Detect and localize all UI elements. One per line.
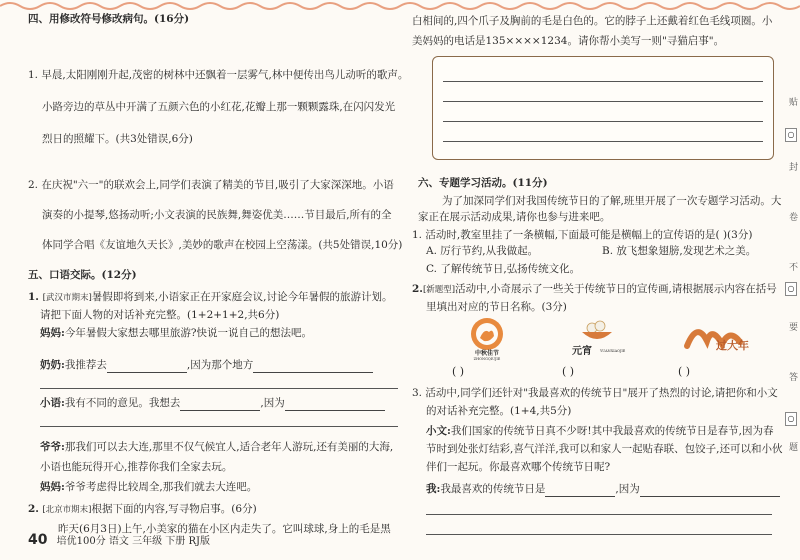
worksheet-page — [10, 12, 782, 540]
grandma-dialogue: 奶奶:我推荐去 ,因为那个地方 — [40, 358, 373, 373]
story-line-2: 美妈妈的电话是135××××1234。请你帮小美写一则"寻猫启事"。 — [412, 35, 725, 47]
lantern-label: 元宵 — [572, 346, 592, 357]
activity3-prompt-line-1: 3. 活动中,同学们还针对"我最喜欢的传统节日"展开了热烈的讨论,请把你和小文 — [412, 387, 778, 399]
festival-reason-blank[interactable] — [640, 485, 780, 497]
intro-line-1: 为了加深同学们对我国传统节日的了解,班里开展了一次专题学习活动。大 — [442, 195, 782, 207]
activity1-question: 1. 活动时,教室里挂了一条横幅,下面最可能是横幅上的宣传语的是( )(3分) — [412, 229, 753, 241]
intro-line-2: 家正在展示活动成果,请你也参与进来吧。 — [418, 211, 611, 223]
binding-margin — [780, 0, 800, 560]
part1-prompt-line-2: 请把下面人物的对话补充完整。(1+2+1+2,共6分) — [40, 309, 280, 321]
page-footer — [28, 532, 210, 548]
margin-hole-3: ○ — [785, 412, 797, 426]
mom-dialogue: 妈妈:今年暑假大家想去哪里旅游?快说一说自己的想法吧。 — [40, 327, 313, 339]
q2-line-3: 体同学合唱《友谊地久天长》,美妙的歌声在校园上空荡漾。(共5处错误,10分) — [42, 239, 403, 251]
page-number: 40 — [28, 532, 48, 548]
xiaowen-dialogue-2: 节时到处张灯结彩,喜气洋洋,我可以和家人一起贴春联、包饺子,还可以和小伙 — [426, 443, 783, 455]
grandpa-dialogue-line-2: 小语也能玩得开心,推荐你我们全家去玩。 — [40, 461, 233, 473]
my-dialogue: 我:我最喜欢的传统节日是 ,因为 — [426, 482, 780, 497]
dumpling-bowl-icon — [572, 316, 622, 346]
activity1-option-b[interactable]: B. 放飞想象翅膀,发现艺术之美。 — [602, 245, 757, 257]
section-6-title: 六、专题学习活动。(11分) — [418, 177, 548, 189]
margin-char-5: 要 — [788, 323, 798, 333]
section-5-title: 五、口语交际。(12分) — [28, 269, 137, 281]
q1-line-2: 小路旁边的草丛中开满了五颜六色的小红花,花瓣上那一颗颗露珠,在闪闪发光 — [42, 101, 396, 113]
dad-dialogue: 妈妈:爷爷考虑得比较周全,那我们就去大连吧。 — [40, 481, 258, 493]
part2-prompt: 2. [北京市期末]根据下面的内容,写寻物启事。(6分) — [28, 503, 257, 515]
section-4-title: 四、用修改符号修改病句。(16分) — [28, 13, 190, 25]
margin-char-6: 答 — [788, 373, 798, 383]
activity2-prompt-line-1: 2.[新题型]活动中,小奇展示了一些关于传统节日的宣传画,请根据展示内容在括号 — [412, 283, 777, 295]
part2-source-tag: [北京市期末] — [42, 505, 92, 515]
story-line-1: 白相间的,四个爪子及胸前的毛是白色的。它的脖子上还戴着红色毛线项圈。小 — [412, 15, 773, 27]
xiaoyu-dialogue: 小语:我有不同的意见。我想去 ,因为 — [40, 396, 385, 411]
decorative-wave-border — [0, 0, 800, 12]
margin-char-7: 题 — [788, 443, 798, 453]
answer-paren-1[interactable]: ( ) — [452, 365, 465, 378]
xiaoyu-place-blank[interactable] — [180, 399, 260, 411]
q2-line-1: 2. 在庆祝"六一"的联欢会上,同学们表演了精美的节目,吸引了大家深深地。小语 — [28, 179, 394, 191]
xiaoyu-answer-line[interactable] — [40, 426, 398, 427]
grandma-reason-blank[interactable] — [253, 361, 373, 373]
answer-paren-2[interactable]: ( ) — [562, 365, 575, 378]
margin-char-2: 封 — [788, 163, 798, 173]
new-year-label: 过大年 — [716, 339, 749, 352]
margin-char-4: 不 — [788, 263, 798, 273]
q1-line-3: 烈日的照耀下。(共3处错误,6分) — [42, 133, 193, 145]
grandma-place-blank[interactable] — [107, 361, 187, 373]
xiaoyu-reason-blank[interactable] — [285, 399, 385, 411]
part2-story: 昨天(6月3日)上午,小美家的猫在小区内走失了。它叫球球,身上的毛是黑 — [58, 523, 391, 535]
lantern-festival-poster: 元宵 YUANXIAOJIE — [572, 316, 622, 362]
part1-prompt-line-1: 1. [武汉市期末]暑假即将到来,小语家正在开家庭会议,讨论今年暑假的旅游计划。 — [28, 291, 393, 303]
margin-char-1: 贴 — [788, 98, 798, 108]
grandpa-dialogue-line-1: 爷爷:那我们可以去大连,那里不仅气候宜人,适合老年人游玩,还有美丽的大海, — [40, 441, 394, 453]
book-info: 培优100分 语文 三年级 下册 RJ版 — [56, 536, 211, 547]
q2-line-2: 演奏的小提琴,悠扬动听;小文表演的民族舞,舞姿优美……节目最后,所有的全 — [42, 209, 392, 221]
favorite-festival-blank[interactable] — [545, 485, 615, 497]
activity1-option-c[interactable]: C. 了解传统节日,弘扬传统文化。 — [426, 263, 581, 275]
grandma-answer-line[interactable] — [40, 388, 398, 389]
q1-line-1: 1. 早晨,太阳刚刚升起,茂密的树林中还飘着一层雾气,林中便传出鸟儿动听的歌声。 — [28, 69, 409, 81]
new-question-tag: [新题型] — [422, 285, 456, 295]
answer-line-2[interactable] — [426, 534, 772, 535]
activity3-prompt-line-2: 的对话补充完整。(1+4,共5分) — [426, 405, 572, 417]
margin-char-3: 卷 — [788, 213, 798, 223]
part1-source-tag: [武汉市期末] — [42, 293, 92, 303]
answer-paren-3[interactable]: ( ) — [678, 365, 691, 378]
margin-hole-1: ○ — [785, 128, 797, 142]
notice-writing-box[interactable] — [432, 56, 774, 160]
answer-line-1[interactable] — [426, 514, 772, 515]
margin-hole-2: ○ — [785, 282, 797, 296]
mid-autumn-poster: 中秋佳节 ZHONGQIUJIE — [462, 316, 512, 362]
xiaowen-dialogue-3: 伴们一起玩。你最喜欢哪个传统节日呢? — [426, 461, 611, 473]
spring-festival-poster — [682, 316, 752, 362]
activity1-option-a[interactable]: A. 厉行节约,从我做起。 — [426, 245, 539, 257]
activity2-prompt-line-2: 里填出对应的节日名称。(3分) — [426, 301, 567, 313]
xiaowen-dialogue-1: 小文:我们国家的传统节日真不少呀!其中我最喜欢的传统节日是春节,因为春 — [426, 425, 774, 437]
mid-autumn-label: 中秋佳节 — [474, 350, 499, 357]
